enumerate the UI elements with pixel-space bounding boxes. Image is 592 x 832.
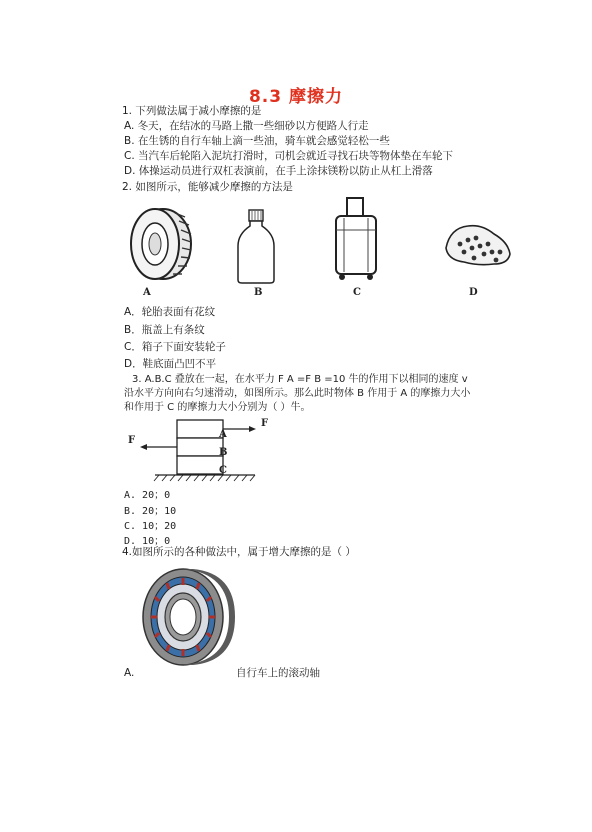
page-title: 8.3 摩擦力 (248, 87, 344, 107)
bearing-image (137, 563, 235, 671)
question-3-line-2: 沿水平方向向右匀速滑动，如图所示。那么此时物体 B 作用于 A 的摩擦力大小 (124, 388, 471, 399)
question-1-option-c: C. 当汽车后轮陷入泥坑打滑时，司机会就近寻找石块等物体垫在车轮下 (124, 150, 454, 162)
question-3-option-c: C. 10；20 (124, 521, 177, 532)
question-1-option-d: D. 体操运动员进行双杠表演前，在手上涂抹镁粉以防止从杠上滑落 (124, 165, 433, 177)
shoe-image (442, 220, 514, 270)
question-1-option-a: A. 冬天，在结冰的马路上撒一些细砂以方便路人行走 (124, 120, 369, 132)
question-3-option-b: B. 20；10 (124, 506, 177, 517)
bottle-image (234, 208, 278, 284)
question-3-line-3: 和作用于 C 的摩擦力大小分别为（ ）牛。 (124, 402, 311, 413)
question-2-option-c: C．箱子下面安装轮子 (124, 341, 226, 353)
question-3-option-a: A. 20；0 (124, 490, 171, 501)
question-4-stem: 4.如图所示的各种做法中，属于增大摩擦的是（ ） (122, 546, 356, 558)
block-a-label: A (219, 429, 227, 440)
question-3-option-d: D. 10；0 (124, 536, 171, 547)
block-b-label: B (219, 447, 228, 458)
question-2-option-d: D．鞋底面凸凹不平 (124, 358, 217, 370)
question-4-option-a-text: 自行车上的滚动轴 (236, 667, 320, 679)
question-4-option-a-letter: A. (124, 667, 135, 679)
question-2-option-b: B．瓶盖上有条纹 (124, 324, 205, 336)
force-left-label: F (128, 435, 136, 446)
question-1-option-b: B. 在生锈的自行车轴上滴一些油，骑车就会感觉轻松一些 (124, 135, 390, 147)
suitcase-image (330, 196, 382, 282)
image-caption-c: C (353, 287, 361, 298)
image-caption-d: D (469, 287, 478, 298)
image-caption-b: B (254, 287, 263, 298)
force-right-label: F (261, 418, 269, 429)
block-c-label: C (219, 465, 227, 476)
image-caption-a: A (143, 287, 151, 298)
question-2-stem: 2. 如图所示，能够减少摩擦的方法是 (122, 181, 293, 193)
question-2-option-a: A．轮胎表面有花纹 (124, 306, 216, 318)
question-3-line-1: 3. A.B.C 叠放在一起，在水平力 F A =F B =10 牛的作用下以相同的速度 v (132, 374, 468, 385)
question-1-stem: 1. 下列做法属于减小摩擦的是 (122, 105, 262, 117)
tire-image (125, 205, 195, 283)
